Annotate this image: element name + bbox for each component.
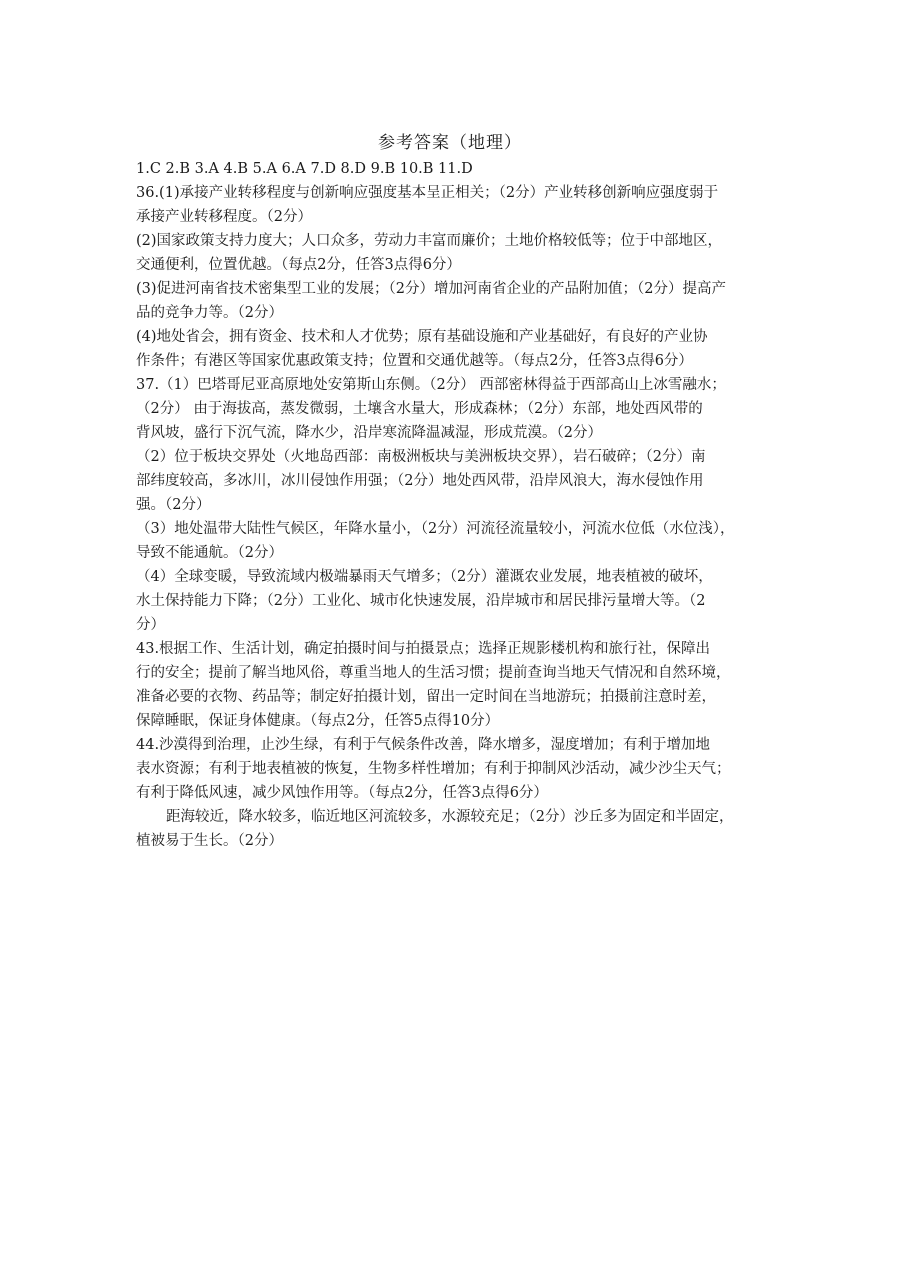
answer-line-36-1b: 承接产业转移程度。（2分） xyxy=(136,209,312,225)
answer-line-37-4b: 水土保持能力下降；（2分）工业化、城市化快速发展，沿岸城市和居民排污量增大等。（2 xyxy=(136,593,706,609)
answer-line-37-1a: 37.（1）巴塔哥尼亚高原地处安第斯山东侧。（2分） 西部密林得益于西部高山上冰雪融水； xyxy=(136,377,726,393)
answer-line-36-3b: 品的竞争力等。（2分） xyxy=(136,305,283,321)
answer-line-36-3a: (3)促进河南省技术密集型工业的发展；（2分）增加河南省企业的产品附加值；（2分）提高产 xyxy=(136,281,726,297)
answer-line-37-2a: （2）位于板块交界处（火地岛西部：南极洲板块与美洲板块交界），岩石破碎；（2分）南 xyxy=(136,449,706,465)
answer-line-44d: 距海较近，降水较多，临近地区河流较多，水源较充足；（2分）沙丘多为固定和半固定， xyxy=(166,809,734,825)
answer-line-43b: 行的安全；提前了解当地风俗，尊重当地人的生活习惯；提前查询当地天气情况和自然环境， xyxy=(136,665,731,681)
answer-line-36-2a: (2)国家政策支持力度大；人口众多，劳动力丰富而廉价；土地价格较低等；位于中部地区， xyxy=(136,233,723,249)
answer-line-36-4a: (4)地处省会，拥有资金、技术和人才优势；原有基础设施和产业基础好，有良好的产业协 xyxy=(136,329,708,345)
answer-line-37-1b: （2分） 由于海拔高，蒸发微弱，土壤含水量大，形成森林；（2分）东部，地处西风带的 xyxy=(136,401,703,417)
page-title: 参考答案（地理） xyxy=(378,133,522,153)
answer-line-43d: 保障睡眠，保证身体健康。（每点2分，任答5点得10分） xyxy=(136,713,500,729)
answer-line-37-3a: （3）地处温带大陆性气候区，年降水量小，（2分）河流径流量较小，河流水位低（水位浅）， xyxy=(136,521,735,537)
answer-line-choice: 1.C 2.B 3.A 4.B 5.A 6.A 7.D 8.D 9.B 10.B 11.D xyxy=(136,161,473,177)
answer-line-36-1a: 36.(1)承接产业转移程度与创新响应强度基本呈正相关；（2分）产业转移创新响应强度弱于 xyxy=(136,185,719,201)
answer-line-37-2c: 强。（2分） xyxy=(136,497,211,513)
answer-line-37-4c: 分） xyxy=(136,617,165,633)
answer-line-37-2b: 部纬度较高，多冰川，冰川侵蚀作用强；（2分）地处西风带，沿岸风浪大，海水侵蚀作用 xyxy=(136,473,704,489)
answer-line-37-4a: （4）全球变暖，导致流域内极端暴雨天气增多；（2分）灌溉农业发展，地表植被的破坏， xyxy=(136,569,713,585)
answer-line-44a: 44.沙漠得到治理，止沙生绿，有利于气候条件改善，降水增多，湿度增加；有利于增加地 xyxy=(136,737,711,753)
answer-line-43a: 43.根据工作、生活计划，确定拍摄时间与拍摄景点；选择正规影楼机构和旅行社，保障出 xyxy=(136,641,711,657)
answer-line-43c: 准备必要的衣物、药品等；制定好拍摄计划，留出一定时间在当地游玩；拍摄前注意时差， xyxy=(136,689,716,705)
answer-line-37-3b: 导致不能通航。（2分） xyxy=(136,545,283,561)
answer-line-36-2b: 交通便利，位置优越。（每点2分，任答3点得6分） xyxy=(136,257,461,273)
answer-content xyxy=(136,157,776,853)
answer-line-36-4b: 作条件；有港区等国家优惠政策支持；位置和交通优越等。（每点2分，任答3点得6分） xyxy=(136,353,693,369)
answer-line-44c: 有利于降低风速，减少风蚀作用等。（每点2分，任答3点得6分） xyxy=(136,785,548,801)
answer-line-44e: 植被易于生长。（2分） xyxy=(136,833,283,849)
answer-line-37-1c: 背风坡，盛行下沉气流，降水少，沿岸寒流降温减湿，形成荒漠。（2分） xyxy=(136,425,602,441)
answer-line-44b: 表水资源；有利于地表植被的恢复，生物多样性增加；有利于抑制风沙活动，减少沙尘天气； xyxy=(136,761,731,777)
